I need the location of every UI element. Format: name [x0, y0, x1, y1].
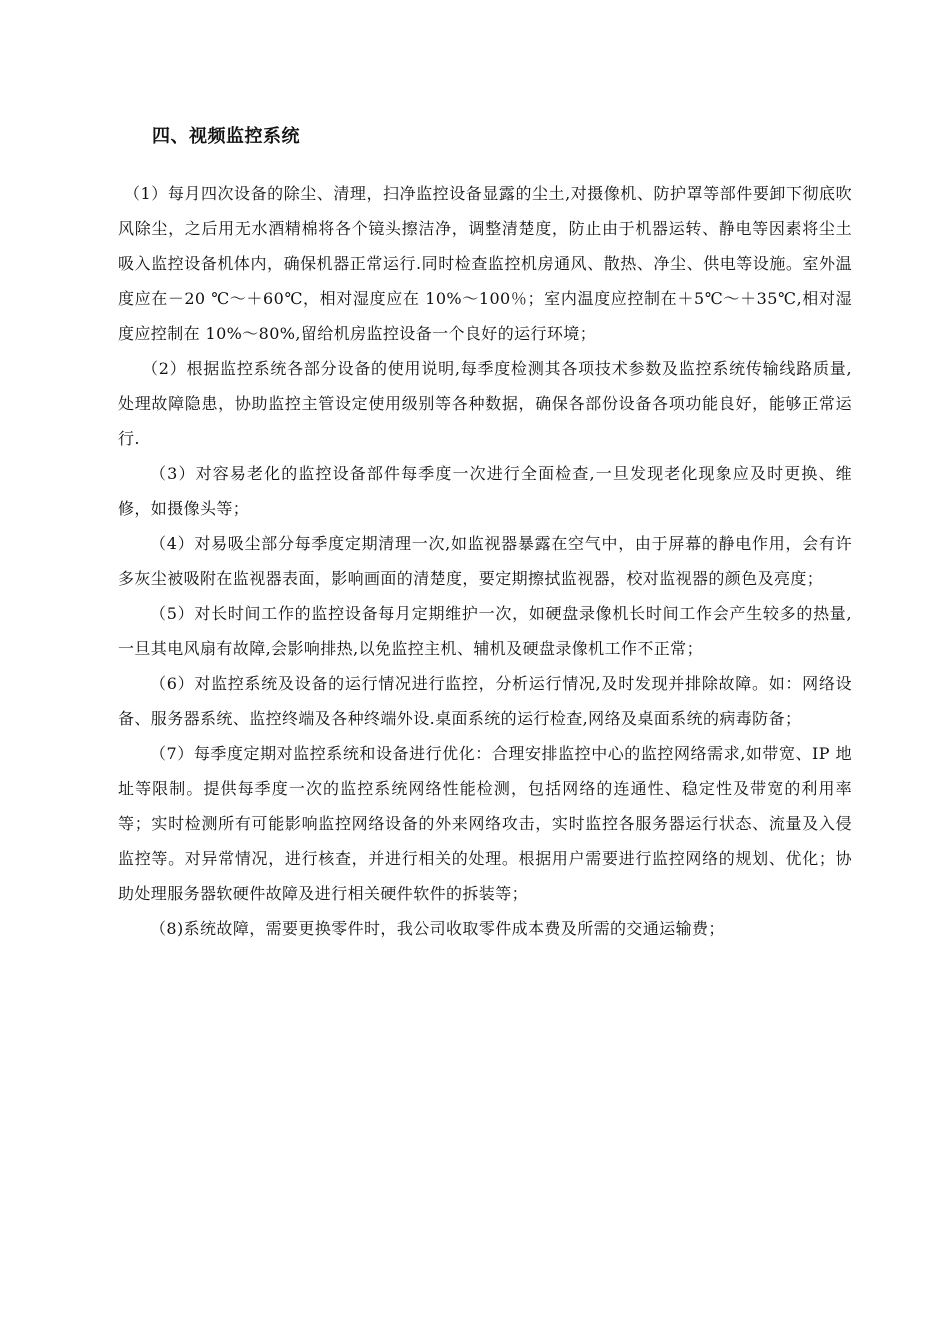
paragraph-1: （1）每月四次设备的除尘、清理，扫净监控设备显露的尘土,对摄像机、防护罩等部件要卸下彻底吹风除尘，之后用无水酒精棉将各个镜头擦洁净，调整清楚度，防止由于机器运转、静电等因素将尘土吸入监控设备机体内，确保机器正常运行.同时检查监控机房通风、散热、净尘、供电等设施。室外温度应在－20 ℃～＋60℃，相对湿度应在 10%～100％；室内温度应控制在＋5℃～＋35℃,相对湿度应控制在 10%～80%,留给机房监控设备一个良好的运行环境；	[118, 184, 852, 343]
paragraph-4: （4）对易吸尘部分每季度定期清理一次,如监视器暴露在空气中，由于屏幕的静电作用，会有许多灰尘被吸附在监视器表面，影响画面的清楚度，要定期擦拭监视器，校对监视器的颜色及亮度；	[118, 534, 852, 588]
paragraph-7: （7）每季度定期对监控系统和设备进行优化：合理安排监控中心的监控网络需求,如带宽、IP 地址等限制。提供每季度一次的监控系统网络性能检测，包括网络的连通性、稳定性及带宽的利用率等；实时检测所有可能影响监控网络设备的外来网络攻击，实时监控各服务器运行状态、流量及入侵监控等。对异常情况，进行核查，并进行相关的处理。根据用户需要进行监控网络的规划、优化；协助处理服务器软硬件故障及进行相关硬件软件的拆装等；	[118, 744, 852, 903]
paragraph-3: （3）对容易老化的监控设备部件每季度一次进行全面检查,一旦发现老化现象应及时更换、维修，如摄像头等；	[118, 464, 852, 518]
paragraph-6: （6）对监控系统及设备的运行情况进行监控，分析运行情况,及时发现并排除故障。如：网络设备、服务器系统、监控终端及各种终端外设.桌面系统的运行检查,网络及桌面系统的病毒防备；	[118, 674, 852, 728]
paragraph-2: （2）根据监控系统各部分设备的使用说明,每季度检测其各项技术参数及监控系统传输线路质量,处理故障隐患，协助监控主管设定使用级别等各种数据，确保各部份设备各项功能良好，能够正常运行.	[118, 359, 852, 448]
paragraph-5: （5）对长时间工作的监控设备每月定期维护一次，如硬盘录像机长时间工作会产生较多的热量,一旦其电风扇有故障,会影响排热,以免监控主机、辅机及硬盘录像机工作不正常；	[118, 604, 852, 658]
paragraph-8: （8)系统故障，需要更换零件时，我公司收取零件成本费及所需的交通运输费；	[150, 919, 725, 938]
section-body	[118, 176, 852, 946]
section-heading: 四、视频监控系统	[152, 126, 300, 147]
